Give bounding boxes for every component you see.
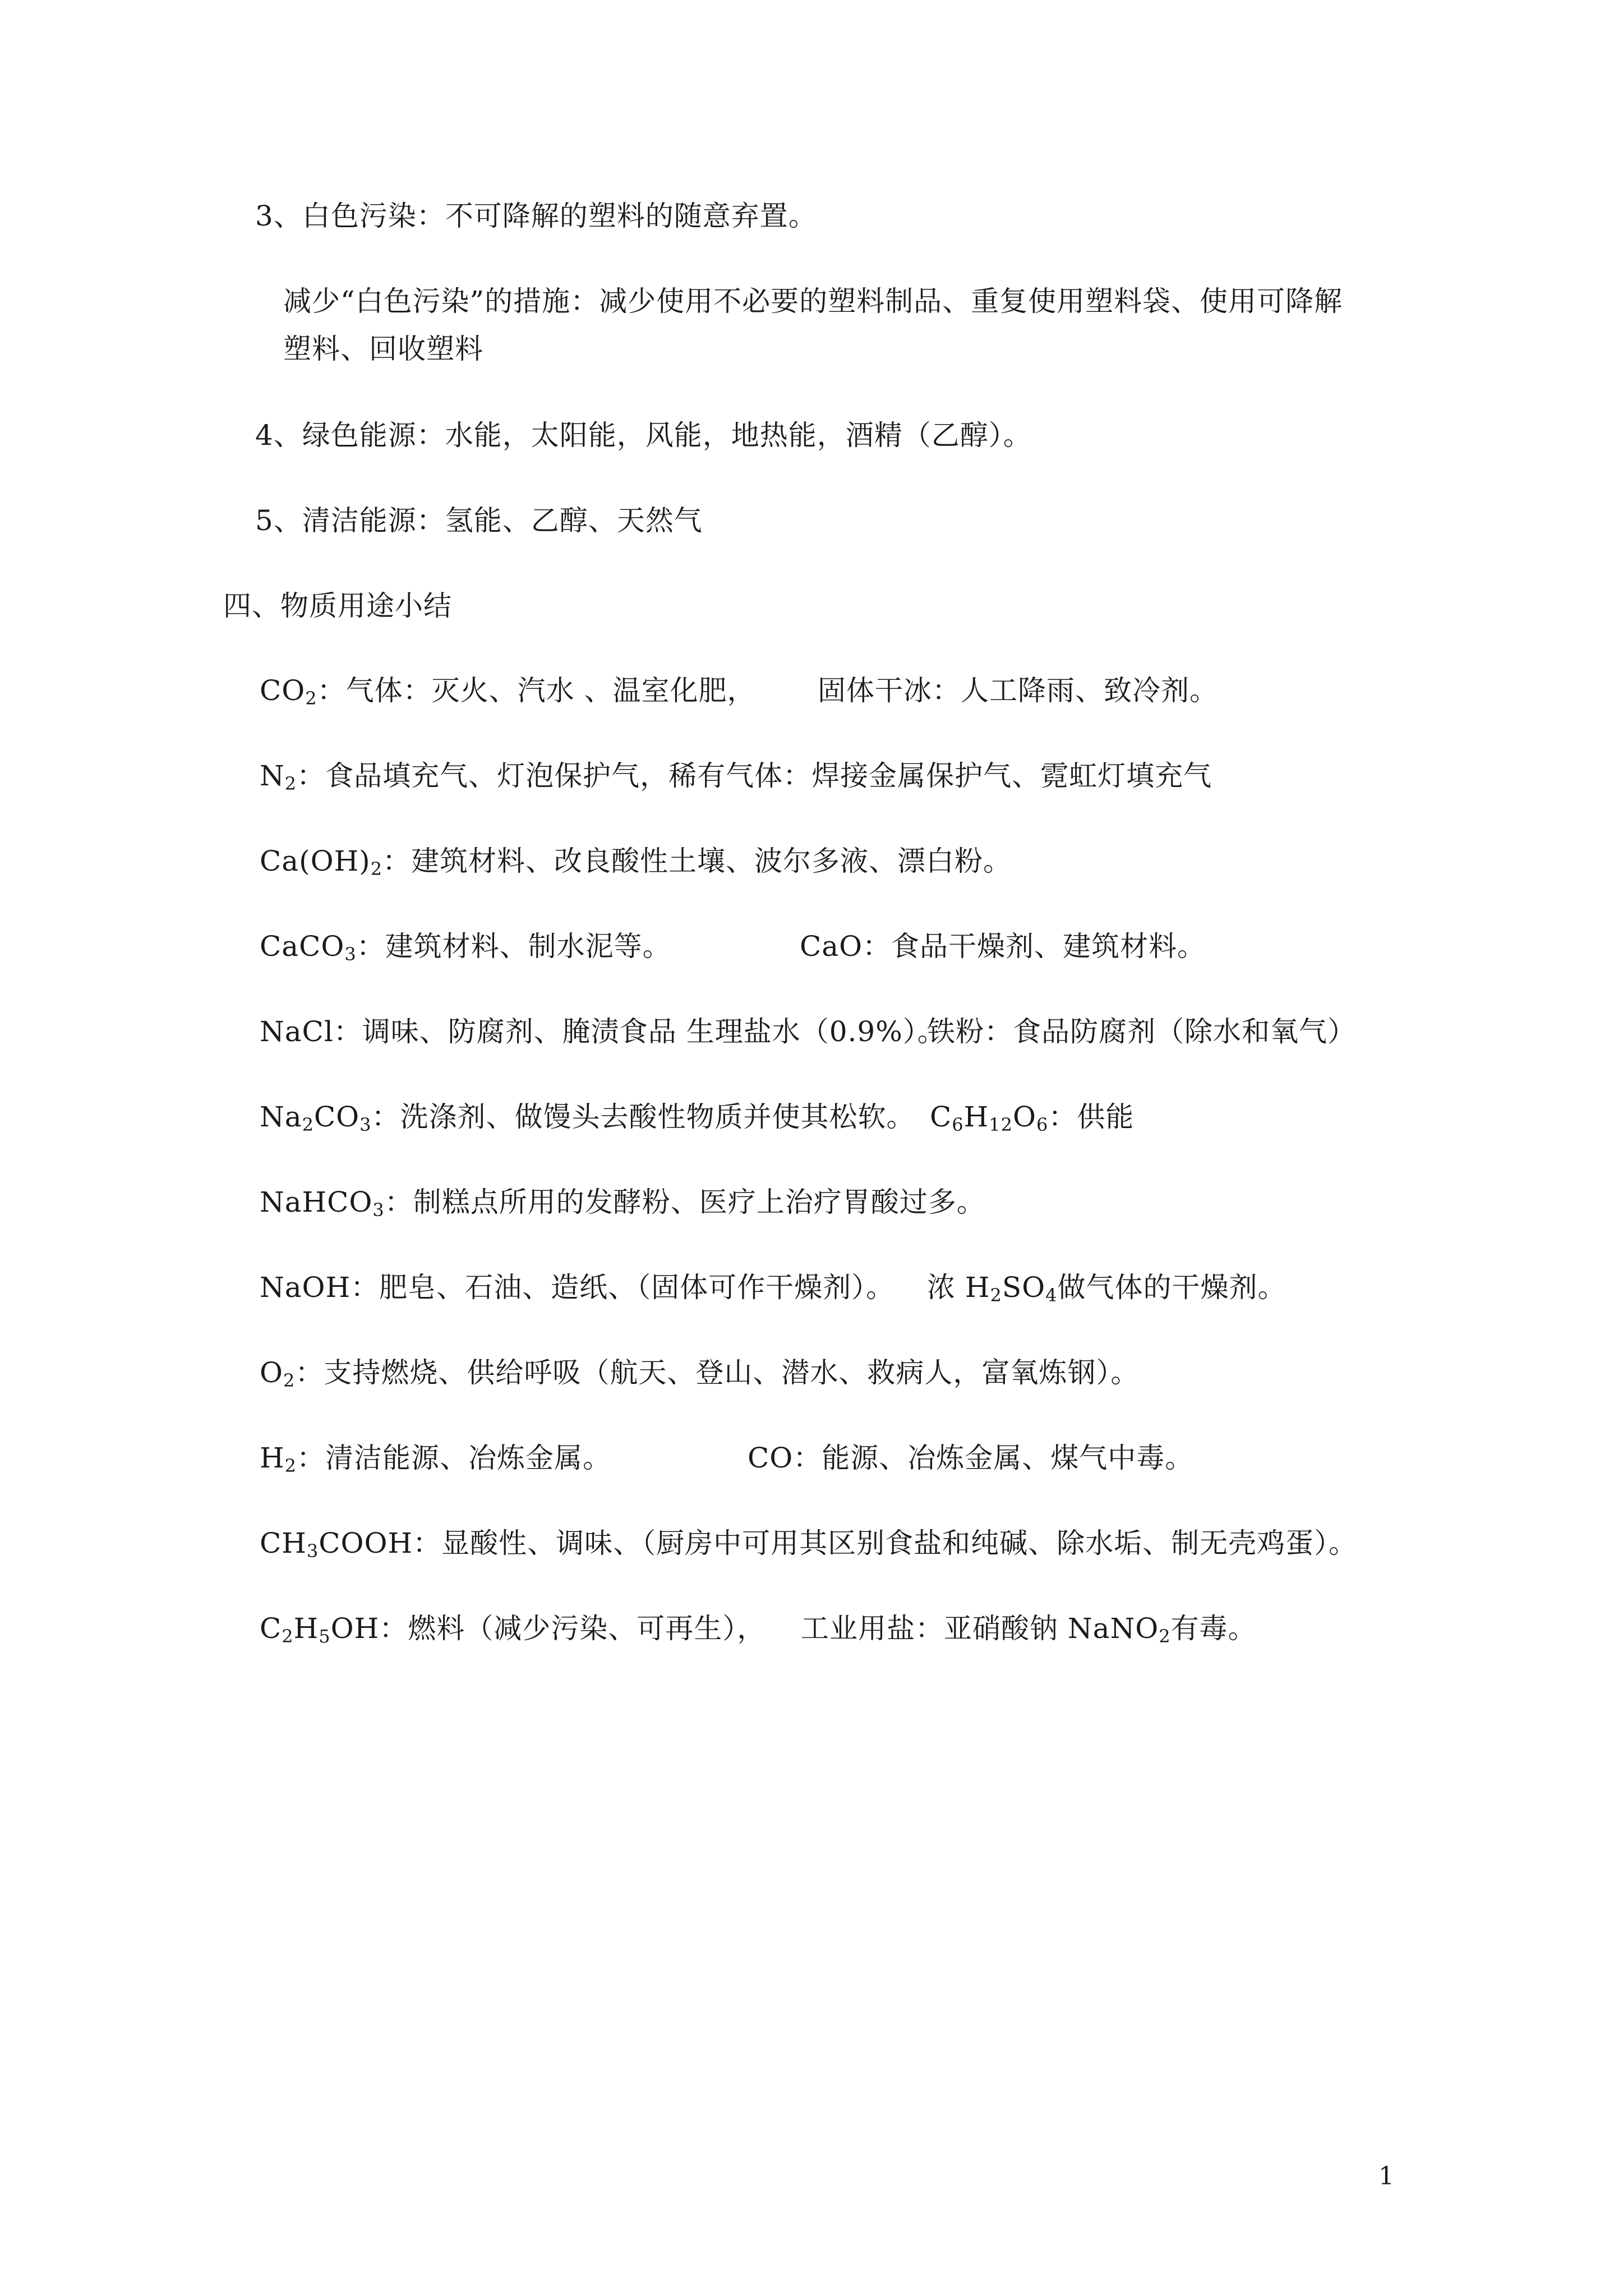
- usage-nacl: NaCl：调味、防腐剂、腌渍食品 生理盐水（0.9%）。 铁粉：食品防腐剂（除水和氧气）: [260, 1015, 1356, 1048]
- item-green-energy: 4、绿色能源：水能，太阳能，风能，地热能，酒精（乙醇）。: [255, 419, 1032, 452]
- section-heading: 四、物质用途小结: [223, 590, 452, 622]
- usage-iron-powder: 铁粉：食品防腐剂（除水和氧气）: [927, 1015, 1356, 1048]
- formula-nahco3: NaHCO$_3$: [260, 1186, 385, 1221]
- usage-caoh2: $Ca(OH)_2$：建筑材料、改良酸性土壤、波尔多液、漂白粉。: [260, 845, 1012, 880]
- formula-o2: $O_2$: [260, 1356, 296, 1391]
- usage-caco3: CaCO$_3$：建筑材料、制水泥等。 CaO：食品干燥剂、建筑材料。: [260, 930, 1206, 965]
- formula-na2co3: $Na_2CO_3$: [260, 1101, 372, 1135]
- usage-ch3cooh: $CH_3COOH$：显酸性、调味、（厨房中可用其区别食盐和纯碱、除水垢、制无壳鸡蛋）。: [260, 1527, 1358, 1562]
- usage-cao: CaO：食品干燥剂、建筑材料。: [800, 930, 1206, 963]
- item-white-pollution: 3、白色污染：不可降解的塑料的随意弃置。: [255, 200, 817, 232]
- formula-n2: $N_2$: [260, 760, 297, 794]
- formula-caoh2: $Ca(OH)_2$: [260, 845, 383, 880]
- formula-ch3cooh: $CH_3COOH$: [260, 1527, 413, 1562]
- page-number: 1: [1378, 2162, 1394, 2191]
- usage-nahco3: NaHCO$_3$：制糕点所用的发酵粉、医疗上治疗胃酸过多。: [260, 1186, 985, 1221]
- usage-c2h5oh: $C_2H_5OH$：燃料（减少污染、可再生）， 工业用盐：亚硝酸钠 NaNO$_2$有毒。: [260, 1612, 1257, 1647]
- usage-n2: $N_2$：食品填充气、灯泡保护气，稀有气体：焊接金属保护气、霓虹灯填充气: [260, 760, 1212, 794]
- usage-dry-ice: 固体干冰：人工降雨、致冷剂。: [818, 674, 1218, 707]
- usage-o2: $O_2$：支持燃烧、供给呼吸（航天、登山、潜水、救病人，富氧炼钢）。: [260, 1356, 1140, 1391]
- usage-h2: $H_2$：清洁能源、冶炼金属。 CO：能源、冶炼金属、煤气中毒。: [260, 1442, 1194, 1476]
- usage-co2: $CO_2$：气体：灭火、汽水 、温室化肥， 固体干冰：人工降雨、致冷剂。: [260, 674, 1218, 709]
- usage-glucose: $C_6H_{12}O_6$：供能: [930, 1101, 1135, 1135]
- usage-co: CO：能源、冶炼金属、煤气中毒。: [748, 1442, 1194, 1474]
- usage-h2so4: 浓 $H_2SO_4$做气体的干燥剂。: [927, 1271, 1287, 1306]
- formula-c2h5oh: $C_2H_5OH$: [260, 1612, 380, 1647]
- usage-na2co3: $Na_2CO_3$：洗涤剂、做馒头去酸性物质并使其松软。 $C_6H_{12}O_6$：供能: [260, 1101, 1135, 1135]
- usage-industrial-salt: 工业用盐：亚硝酸钠 NaNO$_2$有毒。: [801, 1612, 1257, 1647]
- formula-h2: $H_2$: [260, 1442, 297, 1476]
- formula-co2: $CO_2$: [260, 674, 317, 709]
- item-white-pollution-measures: 减少“白色污染”的措施：减少使用不必要的塑料制品、重复使用塑料袋、使用可降解: [283, 285, 1343, 318]
- usage-naoh: NaOH：肥皂、石油、造纸、（固体可作干燥剂）。 浓 $H_2SO_4$做气体的干燥剂。: [260, 1271, 1287, 1306]
- formula-caco3: CaCO$_3$: [260, 930, 357, 965]
- item-white-pollution-measures-cont: 塑料、回收塑料: [283, 333, 483, 365]
- item-clean-energy: 5、清洁能源：氢能、乙醇、天然气: [255, 504, 703, 537]
